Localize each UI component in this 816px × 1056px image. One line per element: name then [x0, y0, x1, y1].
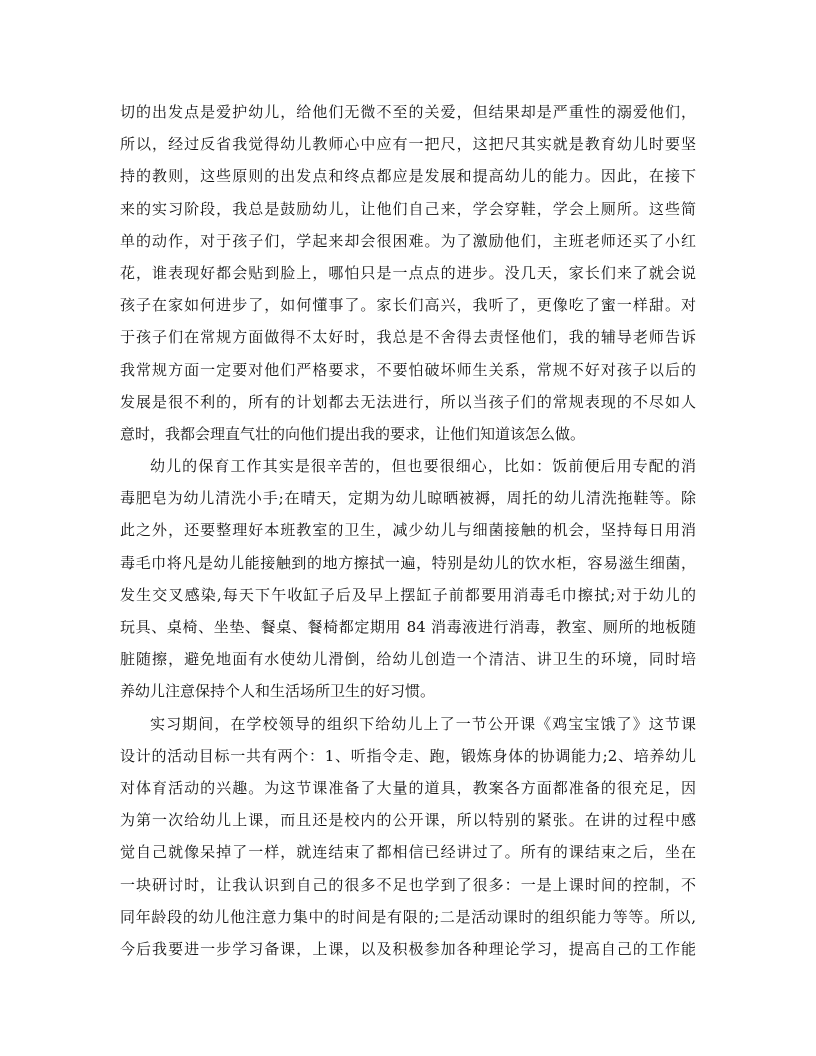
text-line: 花，谁表现好都会贴到脸上，哪怕只是一点点的进步。没几天，家长们来了就会说 — [120, 263, 696, 282]
text-line: 毒肥皂为幼儿清洗小手;在晴天，定期为幼儿晾晒被褥，周托的幼儿清洗拖鞋等。除 — [120, 489, 696, 508]
text-line: 我常规方面一定要对他们严格要求，不要怕破坏师生关系，常规不好对孩子以后的 — [120, 360, 696, 379]
text-line: 一块研讨时，让我认识到自己的很多不足也学到了很多：一是上课时间的控制，不 — [120, 875, 696, 894]
text-line: 为第一次给幼儿上课，而且还是校内的公开课，所以特别的紧张。在讲的过程中感 — [120, 811, 696, 830]
text-line: 单的动作，对于孩子们，学起来却会很困难。为了激励他们，主班老师还买了小红 — [120, 231, 696, 250]
text-line: 幼儿的保育工作其实是很辛苦的，但也要很细心，比如：饭前便后用专配的消 — [150, 457, 696, 476]
document-page — [120, 96, 696, 965]
paragraph-1 — [120, 96, 696, 450]
text-line: 毒毛巾将凡是幼儿能接触到的地方擦拭一遍，特别是幼儿的饮水柜，容易滋生细菌， — [120, 553, 696, 572]
text-line: 脏随擦，避免地面有水使幼儿滑倒，给幼儿创造一个清洁、讲卫生的环境，同时培 — [120, 650, 696, 669]
text-line: 对体育活动的兴趣。为这节课准备了大量的道具，教案各方面都准备的很充足，因 — [120, 778, 696, 797]
text-line: 今后我要进一步学习备课，上课，以及积极参加各种理论学习，提高自己的工作能 — [120, 939, 696, 958]
text-line: 所以，经过反省我觉得幼儿教师心中应有一把尺，这把尺其实就是教育幼儿时要坚 — [120, 135, 696, 154]
paragraph-3 — [120, 708, 696, 966]
text-line: 养幼儿注意保持个人和生活场所卫生的好习惯。 — [120, 682, 436, 701]
text-line: 玩具、桌椅、坐垫、餐桌、餐椅都定期用 84 消毒液进行消毒，教室、厕所的地板随 — [120, 618, 696, 636]
text-line: 于孩子们在常规方面做得不太好时，我总是不舍得去责怪他们，我的辅导老师告诉 — [120, 328, 696, 347]
text-line: 发展是很不利的，所有的计划都去无法进行，所以当孩子们的常规表现的不尽如人 — [120, 392, 696, 411]
text-line: 切的出发点是爱护幼儿，给他们无微不至的关爱，但结果却是严重性的溺爱他们， — [120, 103, 696, 121]
text-line: 同年龄段的幼儿他注意力集中的时间是有限的;二是活动课时的组织能力等等。所以, — [120, 907, 696, 926]
text-line: 意时，我都会理直气壮的向他们提出我的要求，让他们知道该怎么做。 — [120, 424, 586, 443]
text-line: 设计的活动目标一共有两个：1、听指令走、跑，锻炼身体的协调能力;2、培养幼儿 — [120, 746, 696, 765]
text-line: 发生交叉感染,每天下午收缸子后及早上摆缸子前都要用消毒毛巾擦拭;对于幼儿的 — [120, 585, 696, 604]
text-line: 觉自己就像呆掉了一样，就连结束了都相信已经讲过了。所有的课结束之后，坐在 — [120, 843, 696, 862]
text-line: 此之外，还要整理好本班教室的卫生，减少幼儿与细菌接触的机会，坚持每日用消 — [120, 521, 696, 540]
text-line: 持的教则，这些原则的出发点和终点都应是发展和提高幼儿的能力。因此，在接下 — [120, 167, 696, 186]
text-line: 实习期间，在学校领导的组织下给幼儿上了一节公开课《鸡宝宝饿了》这节课 — [150, 714, 696, 733]
paragraph-2 — [120, 450, 696, 708]
text-line: 孩子在家如何进步了，如何懂事了。家长们高兴，我听了，更像吃了蜜一样甜。对 — [120, 296, 696, 315]
text-line: 来的实习阶段，我总是鼓励幼儿，让他们自己来，学会穿鞋，学会上厕所。这些简 — [120, 199, 696, 218]
